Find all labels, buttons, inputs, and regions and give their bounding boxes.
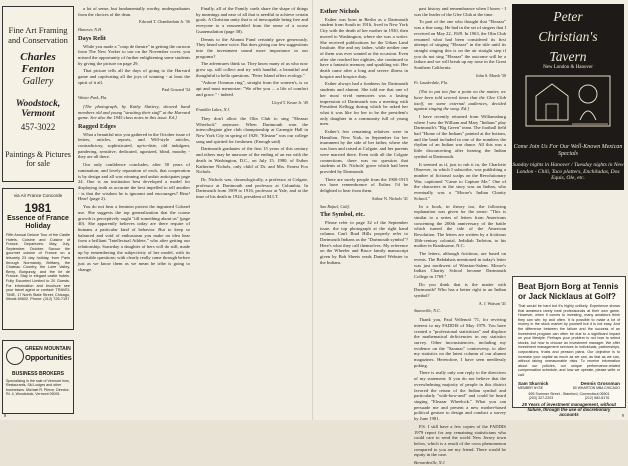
paragraph: "Ashore Oceanus ring", straight from the women's, is so apt and must memorize: "We offer you ... a life of comfort and grace." - indeed. (196, 80, 308, 97)
paragraph: Esther always had a fondness for Dartmouth students and alumni. She told me that one of her most vivid memories was a lasting impression of Dartmouth was a meeting with President Kellogg during which he asked her what it was like for her to be the president's only daughter in a community full of young men. (320, 81, 408, 127)
paragraph: Thank you, Paul Vellenoti '71, for reviving interest to my FADDIS of May 1979. You have created a "professional statistician" and displace the mathematical deficiencies in my statistics survey. Other inconsistencies, including my evidence on the "Saranac" controversy, to alter my statistics on the latest column of our alumni magazines. Heretofore, I have seen needlessly poking. (414, 317, 506, 368)
green-mountain-ad (2, 340, 74, 414)
signature: Arthur N. Nichols '41 (371, 195, 408, 201)
skunk-phone-2: (212) 582-6176 (584, 395, 610, 400)
letter-heading: The Symbol, etc. (320, 211, 365, 219)
tavern-title-1: Peter (553, 9, 583, 24)
france-kicker: via Air France Concorde (13, 193, 63, 198)
paragraph: Dr. Nichols was, chronologically, a professor at Colgate, professor at Dartmouth and professor at Columbia. In Dartmouth from 1909 to 1916, professor at Yale, and at the time of his death in 1924, president of M.I.T. (196, 176, 308, 200)
paragraph: P.S. I still have a few copies of the FADDIS 1979 report for any remaining statisticians who could care to send the world New Jersey town below, which is a result of the cross phenomenon compared to you are my friend. There would be equity in the case. (414, 423, 506, 458)
skunk-footer: 25 Years of investment management, without failure, through the use of discretionary accounts (522, 401, 616, 417)
skunk-name-1-sub: MEMBER NYSE (518, 385, 544, 390)
page-number-left: 8 (4, 413, 7, 418)
france-tour-ad (2, 188, 74, 330)
paragraph: It seemed as if, just to rub it in, the Charlotte Observer, in which I subscribe, was publishing a number of fictional scalps on the Revolutionary War, captioned "Came to Capture Me," One of the characters in the story was an Indian, who eventually was a "Moore's Indian Charity School." (414, 161, 506, 201)
location: Ft. Lauderdale, Fla. (414, 80, 448, 86)
green-name-top: GREEN MOUNTAIN (25, 346, 71, 352)
page-number-right: 9 (621, 413, 624, 418)
fenton-gallery-word: Gallery (22, 76, 54, 87)
letter-heading: Esther Nichols (320, 8, 360, 15)
letters-column-3 (320, 6, 408, 410)
signature: John S. Marsh '30 (475, 72, 506, 78)
skunk-investment-ad (512, 276, 626, 417)
green-body: Specializing in the sale of Vermont Inns, Restaurants, Ski Lodges and other businesses. Michael R. Pierce, Director. Rt. 4, Woodstock, Vermont 05091. (6, 379, 70, 397)
paragraph: Esther was born in Berlin as a Dartmouth student from South in 1916, lived in New York City with the death of her mother in 1930, then moved to Washington, where she was a writer. She received publications for the Urban Land Institute. She and my father, while neither one of them was ever wanted or the occasion. Even after she reached her eighties, she continued to have a fantastic memory and sparkling wit. Her death came after a long and severe illness in hospice and hospice duty. (320, 16, 408, 79)
location: Bernardsville, N.J. (414, 460, 446, 466)
fenton-phone: 457-3022 (20, 122, 56, 132)
editor-note: [The photograph, by Kathy Slattery, showed band members old and young "strutting their stuff" at the Harvard game. See also the 1945 class notes in this issue. Ed.] (78, 103, 190, 121)
paragraph: In a book, in theory too, the following explanation was given for the sense: "This is similar to a series of letters from Americans conceming the 200th anniversary of the battle which turned the tide of the American Revolution. The letters are written by a fictitious 18th-century colonial, Jedidiah Tarleton, to his mother in Branksome, N.C. (414, 203, 506, 249)
fenton-tagline: Fine Art Framing and Conservation (8, 25, 68, 45)
paragraph: I have recently returned from Williamsburg where I saw the William and Mary "Indians" play Dartmouth's "Big Green" team. The football field had "Home of the Indians" painted at the bottom, and the band included in one of the numbers the rhythm of an Indian war dance. All this was a little disconcerting after hearing the Indian symbol at Dartmouth. (414, 113, 506, 159)
letters-column-4 (414, 6, 506, 466)
left-page (0, 0, 314, 420)
letter-heading: Days Relit (78, 34, 106, 42)
paragraph: The adventures think so. They know many of us who now grow up, still collect and try with handful, a beautiful and thoughtful to hello questions. "Peter Island offers ecology." (196, 61, 308, 78)
location: Winter Park, Fla. (78, 95, 108, 101)
paragraph: You do not hear a feminist protest the ingrained Colonel use. She suggests the top generalization that the coarse growth is perceptively ought "till something about us" (page 40). She apparently believes today are there require of humans a particular kind of behavior. But to keep so balanced and void of enthusiasm you make no idea hear from a brilliant "Intellectual Athlete," who after getting our relationship. Someday a daughter of hers will do still, made up by remembering the subjectivity of her model, with its inevitable questions; with clearly really came through before just as we know them as we mean he tribe is going to change. (78, 204, 190, 272)
paragraph: There are surely people from the 1900-1915 era have remembrance of Esther. I'd be delighted to hear from them. (320, 176, 408, 194)
skunk-phone-1: (203) 327-2203 (528, 395, 554, 400)
editor-note: [Not to put too fine a point on the matter, we have been told several times that the Glee Club itself, on some external audiences, decided against singing the song. Ed.] (414, 89, 506, 112)
location: Franklin Lakes, N.J. (196, 107, 231, 113)
paragraph: That picture tells all the days of going to the Harvard game and captivating all the joys of winning - at least the spirit of it all. (78, 68, 190, 85)
paragraph: Please refer to page 32 of the September issue, the top photograph at the right hand column. Can't Brad Hills properly refer to Dartmouth Indians as the "Dartmouth symbol"? Here's what they call themselves. My reference on the Wheeler and Bruce family manuscript given by Bob Sheets reads Daniel Webster to the Indians. (320, 219, 408, 265)
fenton-name: Charles Fenton (20, 51, 56, 75)
letters-column-2 (196, 6, 308, 410)
paragraph: What a beautiful mix you gathered in the October issue of letters, articles, reports, and Will-style articles, contradictory, sophisticated, up-to-date, old indulgent, pandering, sensitive, dedicated, agonized, blind, mouthy - they are all there. (78, 131, 190, 160)
mountain-logo-icon (6, 347, 24, 365)
tavern-locations: New London & Hanover (543, 65, 593, 70)
paragraph: Do you think that is the matter with Dartmouth? Who has a better right to an Indian symbol? (414, 281, 506, 299)
paragraph: Our only confidence concludes, after 50 years of rumination, and lovely reparation of each, that cooperation is by design and all was winning and unfair anticipates page 24. One is an institution best developed a model for displaying truth as accurate the best impelled to tell another - is that the wisdom he is ignorant and encourages? Hear! Hear! (page 2). (78, 162, 190, 202)
paragraph: Esther's few remaining relatives were in Hamilton, New York, in September for her inurnment by the side of her father, where she was born and raised at Colgate, and her parents were married there. Even with all the Colgate connections, there was no question that students at Dr. Nichols' grave which had been provided by Dartmouth. (320, 129, 408, 174)
tavern-come-join: Come Join Us For Our Well-Known Mexican Specials (513, 144, 623, 157)
skunk-name-2: Dennis Grossman (580, 380, 620, 386)
tavern-tagline: Sunday nights in Hanover / Tuesday nights in New London - Chili, Taco platters, Enchiladas, Dos Equis, Ole, etc. (512, 162, 624, 181)
paragraph: past history and remembrance when I know - I was the leader of the Glee Club at the time. (414, 6, 506, 17)
paragraph: a lot of sense, but fundamentally worthy, undergraduates from the choices of the dean. (78, 6, 190, 17)
paragraph: Dartmouth graduates of the first 15 years of this century and others may be unaware of the ending of an era with the death in Washington, D.C., on July 15, 1980, of Esther Katherine Nichols, only child of Dr. and Mrs. Ernest Fox Nichols. (196, 146, 308, 175)
france-year: 1981 (24, 201, 52, 215)
skunk-name-1: Sam Skurnick (518, 380, 549, 386)
tavern-illustration-icon (522, 70, 614, 130)
signature: Edward T. Chamberlain Jr. '36 (139, 19, 190, 25)
skunk-address: 695 Summer Street - Stamford, Connecticut 06901 (528, 391, 610, 396)
paragraph: They don't allow the Olin Club to sing "Eleazar Wheelock" anymore. When Dartmouth won the intercollegiate glee club championship at Carnegie Hall in New York City in spring of 1929, "Eleazar" was our college song and spirited for freshmen. (Enough said) (196, 115, 308, 144)
green-name-main: Opportunities (25, 353, 72, 362)
france-body: Fifth Annual Deluxe Tour of the Castle Hotels, Cuisine and Cuisine of France. Departures: May, July, September, October. Savour the gourmet cuisine of France on a leisurely 23 day holiday, from Paris through Normandy, Brittany, the Chateau Country, the Loire Valley, Berry, Burgundy, and the Ile de France. Stay in elegant castle hotels. Fully Escorted Limited to 20 Guests. For information and brochure see your travel agent or contact: TRAVEL TIME, 17 North State Street, Chicago, Illinois 60602. Phone: (312) 726-7197 (6, 233, 70, 302)
fenton-gallery-ad (2, 6, 74, 182)
green-sub: BUSINESS BROKERS (12, 371, 64, 377)
paragraph: The letters, although fictitious, are based on events. The Bebdahais mentioned in today's letter was just northwest of Winston-Salem. Moore's Indian Charity School became Dartmouth College in 1769." (414, 251, 506, 279)
paragraph: There is really only one reply to the directives of my statement: If you do not believe that the overwhelming majority of people in this district favored the return of the Indian symbol and particularly "with-bow-and" and could be heard singing "Eleazar Wheelock." What you can persuade me and present a new mother-based political gesture to design and conduct a survey by June 1981. (414, 370, 506, 422)
location: San Rafael, Calif. (320, 203, 350, 209)
paragraph: To part of the one who thought that "Eleazar" was a fine song. He had in the set of singers that I received on May 22, 1929. In 1963, the Olin Club resumed what had been considered its first attempt of singing "Eleazar" in the title until its straight singing this is on the air straight step if you do not sing "Eleazar" the outcome will be a failure and we will break up my nose in the Great Southern California. (414, 19, 506, 71)
skunk-headline: Beat Bjorn Borg at Tennis or Jack Nicklaus at Golf? (518, 282, 619, 301)
tavern-title-2: Christian's (538, 29, 598, 44)
paragraph: While you made a "coup de theatre" in getting the cartoon from The New Yorker to use on the November cover, you missed the opportunity of further enlightening some students by giving the picture on page 29. (78, 43, 190, 66)
skunk-body: That would be hard but it's highly unlikely. Experience shows that amateurs rarely beat professionals at their own game. However, when it comes to investing, many amateurs think they can win; by and often. It is possible to make a lot of money in the stock market by yourself but it is not easy. And the difference between the failure and the success of an investment program can often be due to a significant impact on your lifestyle. Perhaps your problem is not how to select stocks, but how to choose an investment manager. We offer investment management services to individuals, partnerships, corporations, trusts and pension plans. Our objective is to increase your capital as much as we can, as fast as we can, without taking unreasonable risks. To receive information about our policies, our unique performance-related compensation schedule, and how we operate, please write or call: (518, 304, 620, 377)
letter-heading: Ragged Edges (78, 122, 116, 130)
skunk-names (513, 379, 625, 386)
france-headline: Essence of France Holiday (7, 215, 69, 230)
paragraph: Dennis to the Alumni Fund certainly gave generously. They heard some voice. But does giving our few suggestions into the investment sound more importance in our programs? (196, 36, 309, 59)
fenton-footer: Paintings & Pictures for sale (5, 150, 71, 168)
tavern-ad (512, 4, 624, 190)
paragraph: Finally, all of the Family cards share the shape of things by meanings and ease of all that is needful to achieve certain goals. A Christian unity that is of inescapable being free and everyone to a reassembled from the sense of a worse Guatemalation (page 38). (196, 6, 308, 34)
signature: A. J. Watson '41 (478, 300, 506, 306)
skunk-name-subs (513, 386, 625, 390)
signature: Paul Goward '34 (162, 87, 190, 93)
letters-column-1 (78, 6, 190, 410)
location: Statesville, N.C. (414, 308, 441, 314)
right-page (314, 0, 628, 466)
tavern-title-3: Tavern (549, 49, 587, 64)
fenton-town: Woodstock, Vermont (15, 99, 61, 119)
skunk-name-2-sub: 80 WHARTON MBA CHICAGO (573, 385, 620, 390)
location: Hanover, N.H. (78, 27, 103, 33)
signature: Lloyd T. Kruse Jr. '49 (271, 99, 308, 105)
